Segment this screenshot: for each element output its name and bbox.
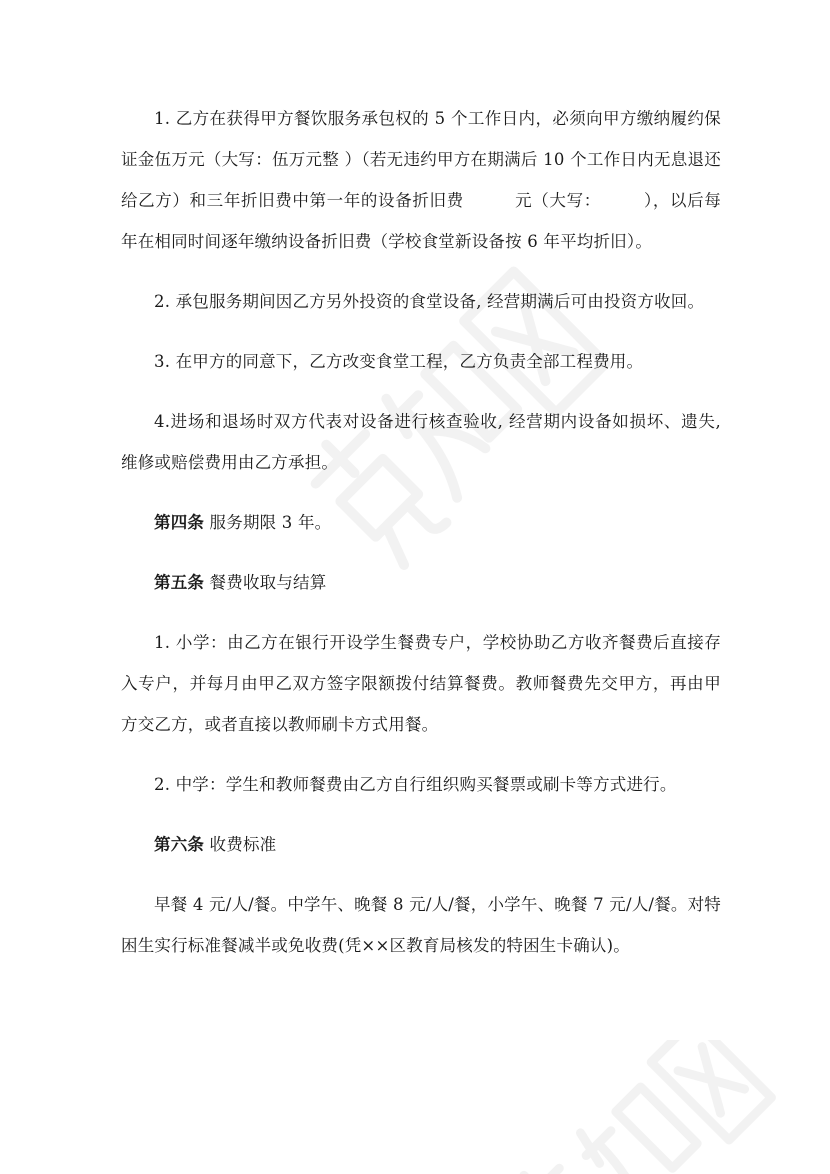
paragraph-4: 4.进场和退场时双方代表对设备进行核查验收, 经营期内设备如损坏、遗失, 维修或赔偿费用由乙方承担。 (121, 412, 721, 472)
article-6-title: 第六条 (154, 835, 205, 854)
paragraph-3: 3. 在甲方的同意下，乙方改变食堂工程，乙方负责全部工程费用。 (154, 352, 644, 371)
article-4 (121, 502, 721, 543)
article-6-body: 早餐 4 元/人/餐。中学午、晚餐 8 元/人/餐，小学午、晚餐 7 元/人/餐。对特困生实行标准餐减半或免收费(凭××区教育局核发的特困生卡确认)。 (121, 895, 721, 955)
watermark-icon-bottom (470, 1040, 790, 1174)
document-body (121, 98, 721, 966)
article-6 (121, 824, 721, 865)
article-5-item-2: 2. 中学：学生和教师餐费由乙方自行组织购买餐票或刷卡等方式进行。 (154, 775, 677, 794)
paragraph-1: 1. 乙方在获得甲方餐饮服务承包权的 5 个工作日内，必须向甲方缴纳履约保证金伍万元（大写：伍万元整 ）（若无违约甲方在期满后 10 个工作日内无息退还给乙方）和三年折旧费中第一年的设备折旧费 元（大写： ），以后每年在相同时间逐年缴纳设备折旧费（学校食堂新设备按 6 年平均折旧）。 (121, 109, 721, 251)
article-4-text: 服务期限 3 年。 (204, 513, 332, 532)
article-5-text: 餐费收取与结算 (204, 573, 327, 592)
article-5-item-1: 1. 小学：由乙方在银行开设学生餐费专户，学校协助乙方收齐餐费后直接存入专户，并每月由甲乙双方签字限额拨付结算餐费。教师餐费先交甲方，再由甲方交乙方，或者直接以教师刷卡方式用餐。 (121, 633, 721, 734)
article-5-title: 第五条 (154, 573, 205, 592)
article-5 (121, 562, 721, 603)
article-6-text: 收费标准 (204, 835, 277, 854)
paragraph-2: 2. 承包服务期间因乙方另外投资的食堂设备, 经营期满后可由投资方收回。 (154, 292, 705, 311)
article-4-title: 第四条 (154, 513, 205, 532)
